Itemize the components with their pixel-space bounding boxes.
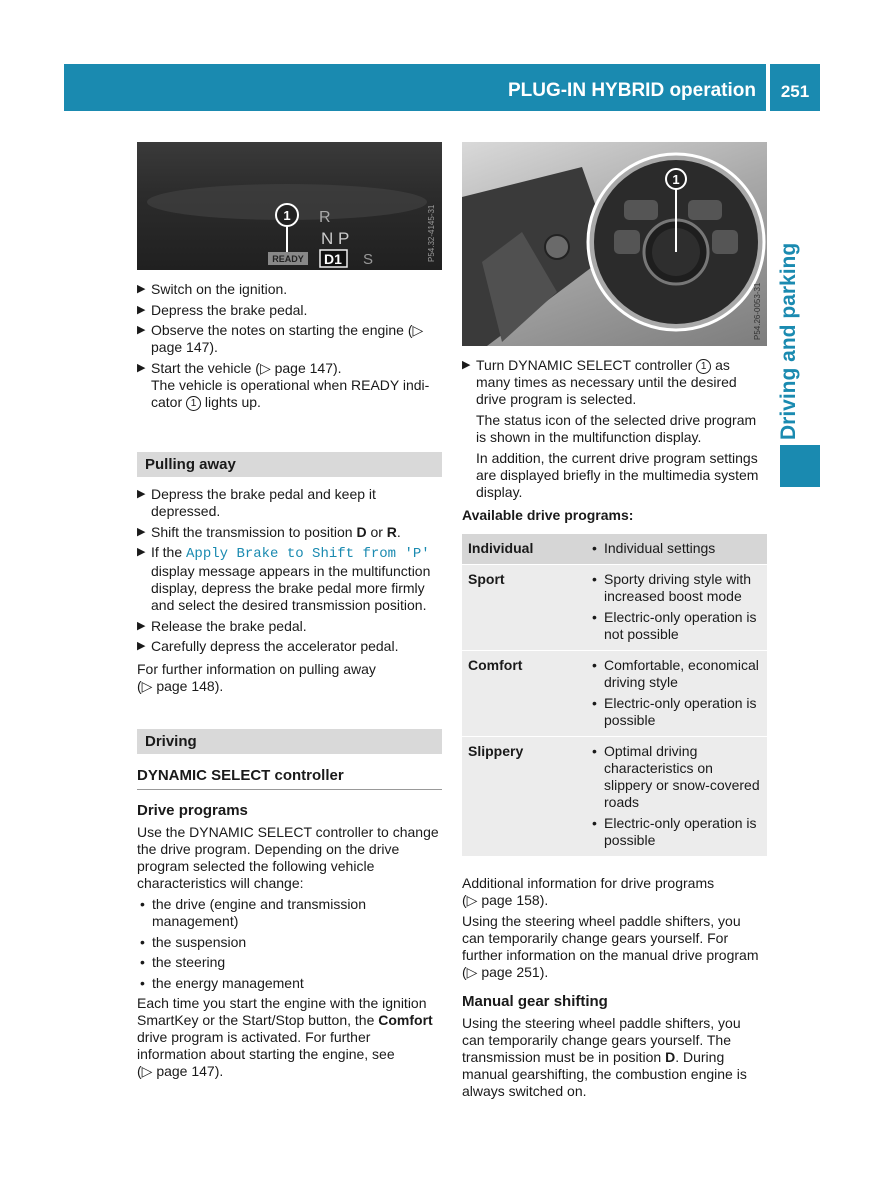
table-row xyxy=(462,565,767,651)
figure1-callout: 1 xyxy=(283,208,291,223)
program-name: Individual xyxy=(462,534,583,565)
start-result-line1: The vehicle is operational when READY indi- xyxy=(151,376,430,393)
figure1-code: P54.32-4145-31 xyxy=(427,204,436,262)
callout-1-icon: 1 xyxy=(696,359,711,374)
program-feature: • Electric-only operation is possible xyxy=(589,695,762,729)
drive-programs-heading: Drive programs xyxy=(137,802,248,819)
table-row xyxy=(462,534,767,565)
side-tab-marker xyxy=(780,445,820,487)
pa-step-display-message: ▶ If the Apply Brake to Shift from 'P' display message appears in the multifunction display, depress the brake pedal more firmly and select the desired transmission position. xyxy=(137,544,431,613)
display-message: Apply Brake to Shift from 'P' xyxy=(186,546,430,562)
drive-programs-intro: Use the DYNAMIC SELECT controller to change the drive program. Depending on the drive program selected the following vehicle characteristics will change: xyxy=(137,824,439,891)
paddle-shifters-text: Using the steering wheel paddle shifters, you can temporarily change gears yourself. For further information on the manual drive program (▷ page 251). xyxy=(462,913,759,980)
gear-r-label: R xyxy=(319,209,331,226)
controller-heading: DYNAMIC SELECT controller xyxy=(137,767,442,790)
table-row xyxy=(462,651,767,737)
manual-gear-text: Using the steering wheel paddle shifters, you can temporarily change gears yourself. The transmission must be in position D. During manual gearshifting, the combustion engine is always switched on. xyxy=(462,1015,747,1099)
comfort-default-paragraph: Each time you start the engine with the ignition SmartKey or the Start/Stop button, the Comfort drive program is activated. For further information about starting the engine, see (▷ page 147). xyxy=(137,995,433,1079)
instrument-cluster-illustration xyxy=(137,142,442,270)
arrow-icon: ▶ xyxy=(137,303,146,316)
arrow-icon: ▶ xyxy=(137,324,146,336)
start-result-line2-post: lights up. xyxy=(204,393,261,410)
step-start-vehicle: ▶ Start the vehicle (▷ page 147). The vehicle is operational when READY indi- cator 1 lights up. xyxy=(137,359,430,410)
pulling-away-heading: Pulling away xyxy=(137,452,442,477)
left-column xyxy=(137,281,442,1084)
program-feature: • Electric-only operation is not possible xyxy=(589,609,762,643)
pa-step-shift: ▶ Shift the transmission to position D or R. xyxy=(137,523,401,540)
right-column xyxy=(462,357,767,1104)
controller-figure xyxy=(462,142,767,346)
arrow-icon: ▶ xyxy=(137,283,146,295)
arrow-icon: ▶ xyxy=(137,525,146,538)
status-icon-text: The status icon of the selected drive program is shown in the multifunction display. xyxy=(476,411,757,445)
start-result-line2-pre: cator xyxy=(151,393,183,410)
page-number: 251 xyxy=(780,82,810,101)
gear-np-label: N P xyxy=(321,229,350,248)
ready-indicator: READY xyxy=(272,254,304,264)
program-feature: • Comfortable, economical driving style xyxy=(589,657,762,691)
program-feature: • Individual settings xyxy=(589,540,762,557)
program-name: Comfort xyxy=(462,651,583,737)
step-switch-ignition: ▶ Switch on the ignition. xyxy=(137,281,288,297)
arrow-icon: ▶ xyxy=(137,619,146,632)
program-feature: • Optimal driving characteristics on slippery or snow-covered roads xyxy=(589,743,762,811)
pa-step-brake: ▶ Depress the brake pedal and keep it depressed. xyxy=(137,486,376,519)
step-observe-notes: ▶ Observe the notes on starting the engine (▷ page 147). xyxy=(137,322,424,355)
instrument-cluster-figure xyxy=(137,142,442,270)
pa-further-info: For further information on pulling away (▷ page 148). xyxy=(137,661,376,694)
driving-heading: Driving xyxy=(137,729,442,754)
figure2-callout: 1 xyxy=(672,172,680,187)
arrow-icon: ▶ xyxy=(137,488,146,500)
arrow-icon: ▶ xyxy=(137,361,146,374)
list-item-energy: • the energy management xyxy=(137,975,442,992)
addition-text: In addition, the current drive program settings are displayed briefly in the multimedia system display. xyxy=(476,449,759,500)
pa-step-release-brake: ▶ Release the brake pedal. xyxy=(137,617,307,634)
program-feature: • Electric-only operation is possible xyxy=(589,815,762,849)
controller-illustration xyxy=(462,142,767,346)
program-name: Slippery xyxy=(462,737,583,857)
program-name: Sport xyxy=(462,565,583,651)
gear-s-label: S xyxy=(363,251,374,268)
list-item-drive: • the drive (engine and transmission management) xyxy=(137,896,442,930)
pa-step-accelerator: ▶ Carefully depress the accelerator pedal. xyxy=(137,638,399,654)
arrow-icon: ▶ xyxy=(137,546,146,558)
additional-info: Additional information for drive programs (▷ page 158). xyxy=(462,875,715,908)
header-title: PLUG-IN HYBRID operation xyxy=(507,80,756,101)
available-programs-label: Available drive programs: xyxy=(462,506,634,523)
drive-programs-table xyxy=(462,534,767,858)
list-item-suspension: • the suspension xyxy=(137,934,442,951)
program-feature: • Sporty driving style with increased boost mode xyxy=(589,571,762,605)
gear-d1-label: D1 xyxy=(324,251,342,267)
manual-gear-heading: Manual gear shifting xyxy=(462,993,608,1010)
callout-1-icon: 1 xyxy=(186,396,201,411)
step-depress-brake: ▶ Depress the brake pedal. xyxy=(137,301,308,318)
arrow-icon: ▶ xyxy=(137,640,146,652)
list-item-steering: • the steering xyxy=(137,954,442,971)
arrow-icon: ▶ xyxy=(462,359,471,371)
table-row xyxy=(462,737,767,857)
figure2-code: P54.26-0053-31 xyxy=(753,282,762,340)
turn-controller-step: ▶ Turn DYNAMIC SELECT controller 1 as many times as necessary until the desired drive program is selected. xyxy=(462,357,737,407)
side-tab-label: Driving and parking xyxy=(777,242,800,440)
